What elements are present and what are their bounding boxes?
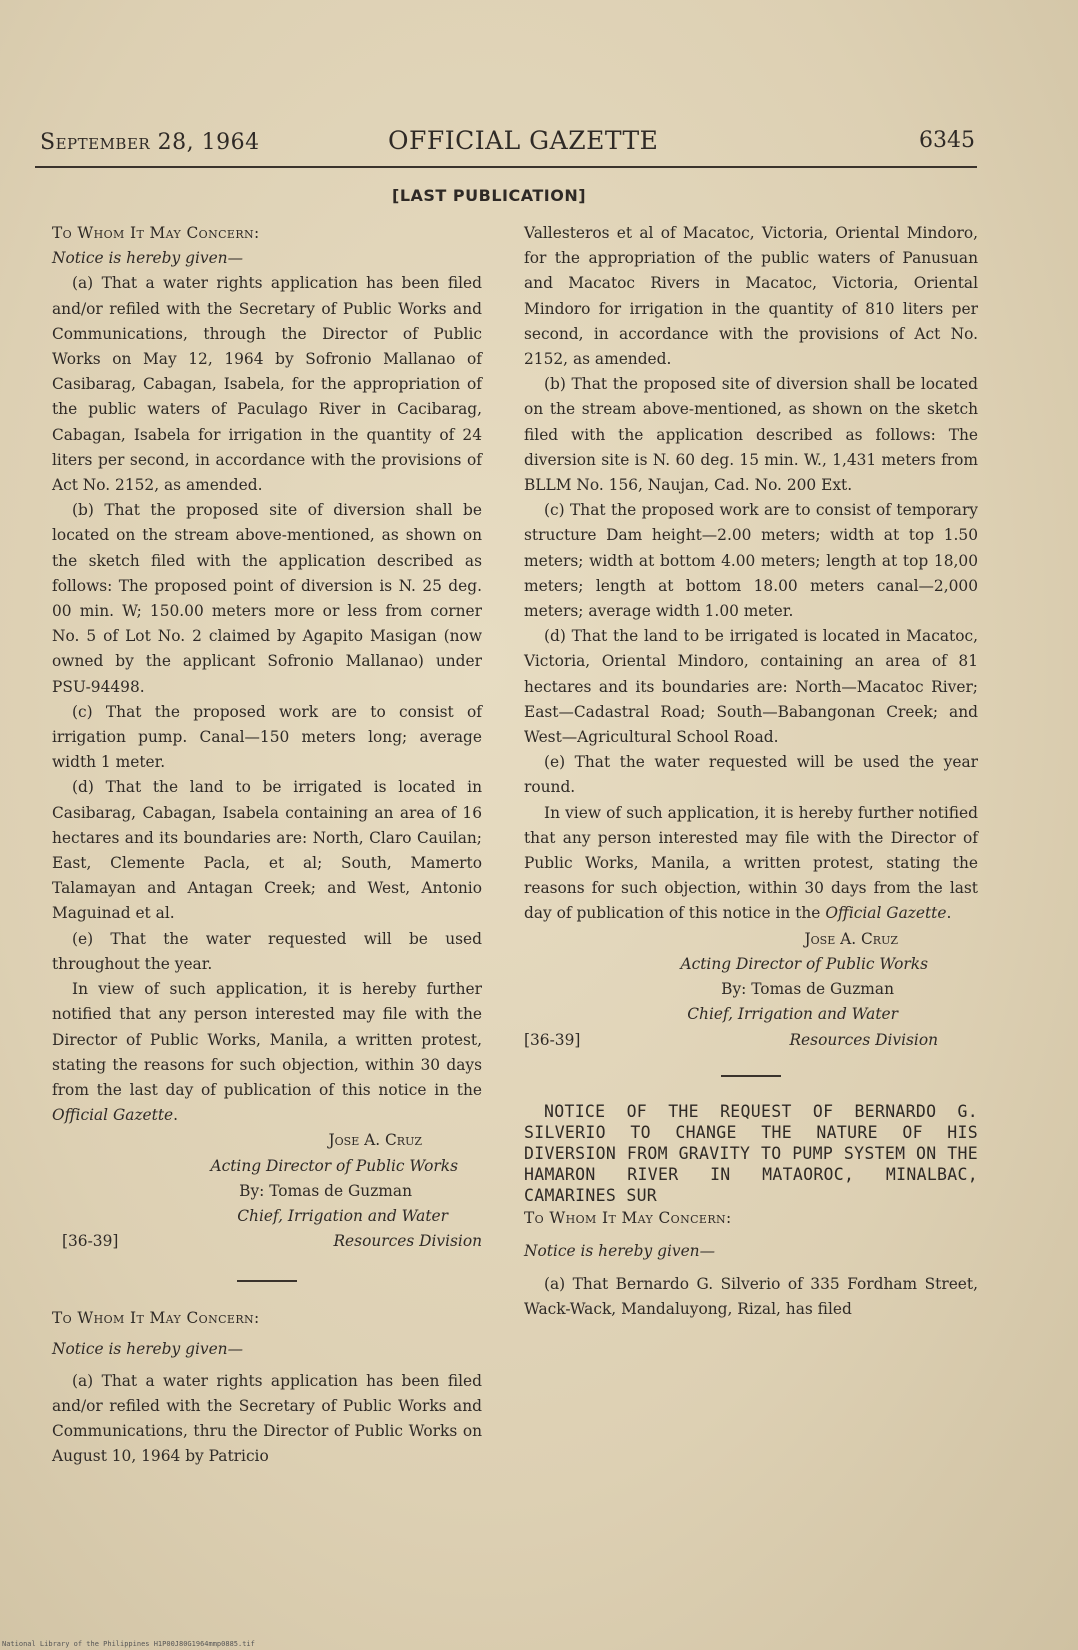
notice2-closing-gazette: Official Gazette — [825, 904, 947, 923]
header-page-number: 6345 — [919, 128, 975, 153]
notice3-salutation: To Whom It May Concern: — [524, 1208, 732, 1227]
page-header — [40, 126, 975, 160]
notice2-intro: Notice is hereby given— — [52, 1340, 243, 1359]
notice2-signer-name: Jose A. Cruz — [804, 929, 898, 948]
notice1-division: Resources Division — [333, 1232, 482, 1251]
notice1-by-title: Chief, Irrigation and Water — [237, 1206, 448, 1225]
notice2-by-title: Chief, Irrigation and Water — [687, 1005, 898, 1024]
notice3-title: NOTICE OF THE REQUEST OF BERNARDO G. SILVERIO TO CHANGE THE NATURE OF HIS DIVERSION FROM GRAVITY TO PUMP SYSTEM ON THE HAMARON RIVER IN MATAOROC, MINALBAC, CAMARINES SUR — [524, 1101, 978, 1205]
notice1-para-d: (d) That the land to be irrigated is located in Casibarag, Cabagan, Isabela containing an area of 16 hectares and its boundaries are: North, Claro Cauilan; East, Clemente Pacla, et al; South, Mamerto Talamayan and Antagan Creek; and West, Antonio Maguinad et al. — [52, 778, 482, 923]
notice2-salutation: To Whom It May Concern: — [52, 1309, 260, 1328]
notice1-intro: Notice is hereby given— — [52, 249, 243, 268]
header-date: September 28, 1964 — [40, 130, 260, 155]
section-divider — [721, 1075, 781, 1077]
notice1-para-e: (e) That the water requested will be used throughout the year. — [52, 929, 482, 973]
publication-status: [LAST PUBLICATION] — [392, 186, 587, 205]
notice3-para-a: (a) That Bernardo G. Silverio of 335 Fordham Street, Wack-Wack, Mandaluyong, Rizal, has filed — [524, 1274, 978, 1319]
notice2-para-c: (c) That the proposed work are to consist of temporary structure Dam height—2.00 meters; width at top 1.50 meters; width at bottom 4.00 meters; length at top 18,00 meters; length at bottom 18.00 meters canal—2,000 meters; average width 1.00 meter. — [524, 501, 978, 621]
scan-footer: National Library of the Philippines H1P00J80G1964mmp0885.tif — [2, 1640, 255, 1648]
notice1-closing — [52, 977, 482, 1128]
header-rule — [35, 166, 977, 168]
notice2-para-a: (a) That a water rights application has been filed and/or refiled with the Secretary of Public Works and Communications, thru the Director of Public Works on August 10, 1964 by Patricio — [52, 1371, 482, 1466]
notice2-continuation: Vallesteros et al of Macatoc, Victoria, Oriental Mindoro, for the appropriation of the public waters of Panusuan and Macatoc Rivers in Macatoc, Victoria, Oriental Mindoro for irrigation in the quantity of 810 liters per second, in accordance with the provisions of Act No. 2152, as amended. — [524, 224, 978, 369]
notice1-closing-text: In view of such application, it is hereby further notified that any person interested may file with the Director of Public Works, Manila, a written protest, stating the reasons for such objection, within 30 days from the last day of publication of this notice in the — [52, 980, 482, 1099]
notice2-closing-text: In view of such application, it is hereby further notified that any person interested may file with the Director of Public Works, Manila, a written protest, stating the reasons for such objection, within 30 days from the last day of publication of this notice in the — [524, 803, 978, 923]
notice2-by-line: By: Tomas de Guzman — [721, 980, 894, 999]
notice1-signer-title: Acting Director of Public Works — [210, 1156, 458, 1175]
notice2-para-d: (d) That the land to be irrigated is located in Macatoc, Victoria, Oriental Mindoro, containing an area of 81 hectares and its boundaries are: North—Macatoc River; East—Cadastral Road; South—Babangonan Creek; and West—Agricultural School Road. — [524, 627, 978, 747]
notice1-signer-name: Jose A. Cruz — [328, 1131, 422, 1150]
notice3-intro: Notice is hereby given— — [524, 1241, 715, 1260]
notice1-closing-gazette: Official Gazette — [52, 1106, 174, 1125]
right-column — [524, 221, 978, 1322]
notice1-para-a: (a) That a water rights application has been filed and/or refiled with the Secretary of Public Works and Communications, through the Director of Public Works on May 12, 1964 by Sofronio Mallanao of Casibarag, Cabagan, Isabela, for the appropriation of the public waters of Paculago River in Cacibarag, Cabagan, Isabela for irrigation in the quantity of 24 liters per second, in accordance with the provisions of Act No. 2152, as amended. — [52, 274, 482, 495]
notice2-para-b: (b) That the proposed site of diversion shall be located on the stream above-mentioned, as shown on the sketch filed with the application described as follows: The diversion site is N. 60 deg. 15 min. W., 1,431 meters from BLLM No. 156, Naujan, Cad. No. 200 Ext. — [524, 375, 978, 495]
notice1-para-c: (c) That the proposed work are to consist of irrigation pump. Canal—150 meters long; average width 1 meter. — [52, 702, 482, 772]
notice1-by-line: By: Tomas de Guzman — [239, 1181, 412, 1200]
notice2-division: Resources Division — [789, 1030, 938, 1049]
notice1-para-b: (b) That the proposed site of diversion shall be located on the stream above-mentioned, as shown on the sketch filed with the application described as follows: The proposed point of diversion is N. 25 deg. 00 min. W; 150.00 meters more or less from corner No. 5 of Lot No. 2 claimed by Agapito Masigan (now owned by the applicant Sofronio Mallanao) under PSU-94498. — [52, 501, 482, 696]
notice1-issue-number: [36-39] — [62, 1232, 119, 1251]
notice2-signer-title: Acting Director of Public Works — [680, 954, 928, 973]
header-title: OFFICIAL GAZETTE — [388, 126, 659, 155]
left-column — [52, 221, 482, 1469]
notice1-closing-end: . — [173, 1106, 179, 1125]
section-divider — [237, 1280, 297, 1282]
notice2-closing-end: . — [946, 904, 952, 923]
notice2-closing — [524, 801, 978, 927]
notice1-sig-row — [52, 1229, 482, 1254]
notice2-sig-row — [524, 1028, 938, 1053]
notice2-issue-number: [36-39] — [524, 1030, 581, 1049]
notice2-para-e: (e) That the water requested will be used the year round. — [524, 753, 978, 797]
notice1-salutation: To Whom It May Concern: — [52, 224, 260, 242]
